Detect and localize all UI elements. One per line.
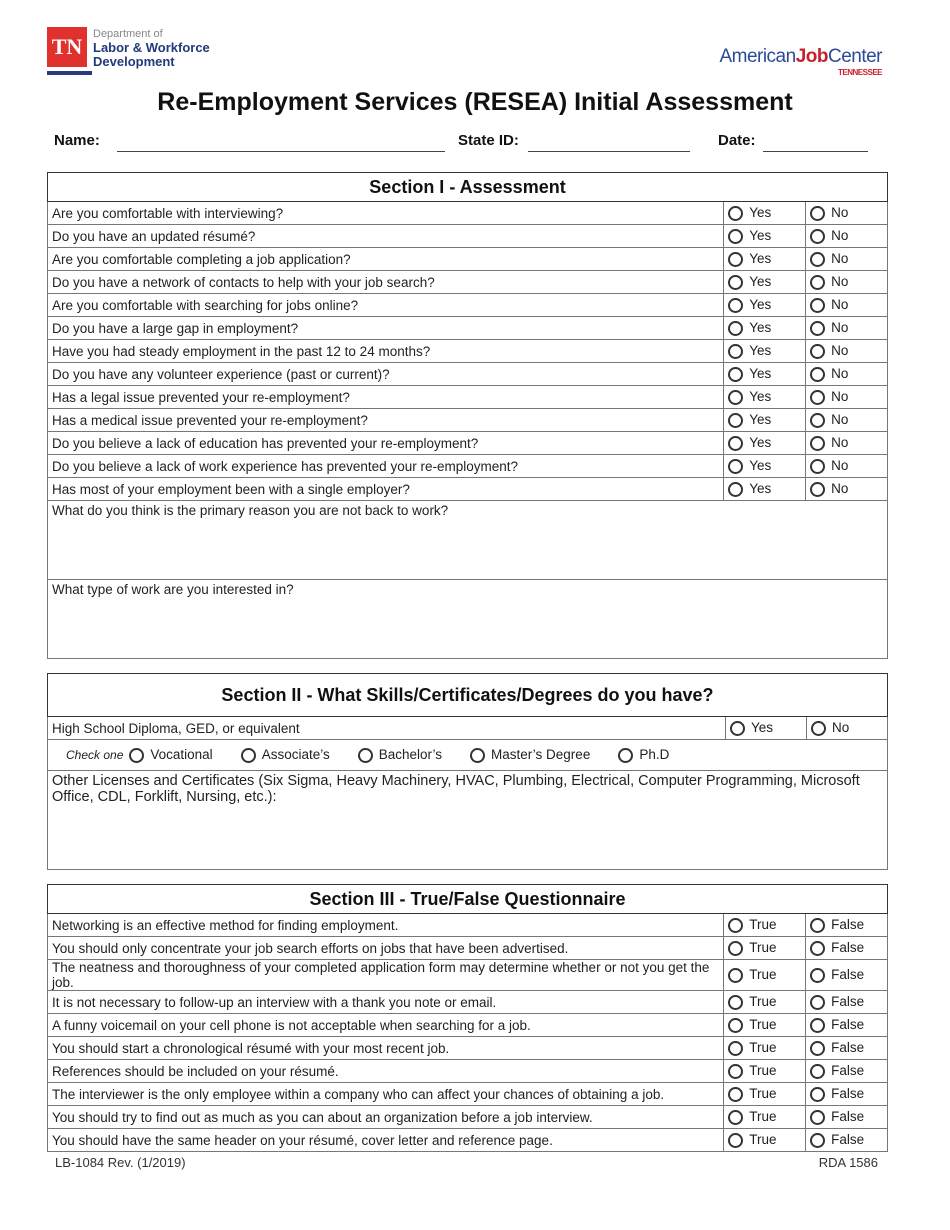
yes-option[interactable]: Yes xyxy=(724,363,806,386)
true-option[interactable]: True xyxy=(724,1083,806,1106)
radio-icon[interactable] xyxy=(810,482,825,497)
radio-icon[interactable] xyxy=(810,367,825,382)
radio-icon[interactable] xyxy=(728,1041,743,1056)
open-question[interactable]: What do you think is the primary reason you are not back to work? xyxy=(48,501,888,580)
statement-text: The neatness and thoroughness of your completed application form may determine whether or not you get the job. xyxy=(48,960,724,991)
table-row xyxy=(48,1083,888,1106)
degree-option[interactable]: Vocational xyxy=(129,747,212,762)
open-question-row xyxy=(48,580,888,659)
statement-text: You should only concentrate your job search efforts on jobs that have been advertised. xyxy=(48,937,724,960)
true-option[interactable]: True xyxy=(724,1037,806,1060)
question-text: Are you comfortable with interviewing? xyxy=(48,202,724,225)
true-option[interactable]: True xyxy=(724,1060,806,1083)
true-option[interactable]: True xyxy=(724,914,806,937)
radio-icon[interactable] xyxy=(810,1064,825,1079)
statement-text: It is not necessary to follow-up an interview with a thank you note or email. xyxy=(48,991,724,1014)
radio-icon[interactable] xyxy=(728,229,743,244)
statement-text: The interviewer is the only employee within a company who can affect your chances of obtaining a job. xyxy=(48,1083,724,1106)
radio-icon[interactable] xyxy=(810,390,825,405)
false-option[interactable]: False xyxy=(806,1037,888,1060)
degree-option[interactable]: Bachelor’s xyxy=(358,747,442,762)
yes-option[interactable]: Yes xyxy=(724,340,806,363)
no-option[interactable]: No xyxy=(806,340,888,363)
statement-text: You should try to find out as much as you can about an organization before a job interview. xyxy=(48,1106,724,1129)
radio-icon[interactable] xyxy=(728,459,743,474)
tn-dept-logo xyxy=(47,27,210,69)
true-option[interactable]: True xyxy=(724,1014,806,1037)
yes-option[interactable]: Yes xyxy=(724,248,806,271)
section1-title: Section I - Assessment xyxy=(48,173,888,202)
table-row xyxy=(48,432,888,455)
statement-text: Networking is an effective method for finding employment. xyxy=(48,914,724,937)
radio-icon[interactable] xyxy=(728,1110,743,1125)
radio-icon[interactable] xyxy=(810,918,825,933)
form-number: LB-1084 Rev. (1/2019) xyxy=(55,1155,186,1170)
yes-option[interactable]: Yes xyxy=(724,225,806,248)
hs-yes-option[interactable]: Yes xyxy=(726,717,807,740)
yes-option[interactable]: Yes xyxy=(724,432,806,455)
question-text: Do you have a large gap in employment? xyxy=(48,317,724,340)
name-field[interactable] xyxy=(117,151,445,152)
question-text: Have you had steady employment in the past 12 to 24 months? xyxy=(48,340,724,363)
yes-option[interactable]: Yes xyxy=(724,202,806,225)
table-row xyxy=(48,202,888,225)
radio-icon[interactable] xyxy=(728,918,743,933)
no-option[interactable]: No xyxy=(806,202,888,225)
true-option[interactable]: True xyxy=(724,937,806,960)
yes-option[interactable]: Yes xyxy=(724,294,806,317)
degree-option[interactable]: Associate’s xyxy=(241,747,330,762)
table-row xyxy=(48,271,888,294)
radio-icon[interactable] xyxy=(728,298,743,313)
question-text: Do you have an updated résumé? xyxy=(48,225,724,248)
radio-icon[interactable] xyxy=(730,721,745,736)
false-option[interactable]: False xyxy=(806,1129,888,1152)
question-text: Has most of your employment been with a single employer? xyxy=(48,478,724,501)
radio-icon[interactable] xyxy=(810,1018,825,1033)
table-row xyxy=(48,455,888,478)
open-question-row xyxy=(48,501,888,580)
radio-icon[interactable] xyxy=(728,413,743,428)
question-text: Are you comfortable completing a job application? xyxy=(48,248,724,271)
no-option[interactable]: No xyxy=(806,294,888,317)
yes-option[interactable]: Yes xyxy=(724,271,806,294)
section1-table xyxy=(47,172,888,659)
table-row xyxy=(48,317,888,340)
rda-number: RDA 1586 xyxy=(818,1155,878,1170)
radio-icon[interactable] xyxy=(810,995,825,1010)
section2-title: Section II - What Skills/Certificates/Degrees do you have? xyxy=(48,674,888,717)
statement-text: References should be included on your résumé. xyxy=(48,1060,724,1083)
table-row xyxy=(48,1129,888,1152)
degree-option[interactable]: Master’s Degree xyxy=(470,747,590,762)
false-option[interactable]: False xyxy=(806,960,888,991)
radio-icon[interactable] xyxy=(728,206,743,221)
radio-icon[interactable] xyxy=(728,482,743,497)
no-option[interactable]: No xyxy=(806,409,888,432)
american-job-center-logo: AmericanJobCenter TENNESSEE xyxy=(719,46,882,77)
radio-icon[interactable] xyxy=(810,459,825,474)
radio-icon[interactable] xyxy=(728,1087,743,1102)
other-licenses-field[interactable]: Other Licenses and Certificates (Six Sigma, Heavy Machinery, HVAC, Plumbing, Electrical, Computer Programming, Microsoft Office, CDL, Forklift, Nursing, etc.): xyxy=(48,771,888,870)
section3-table xyxy=(47,884,888,1152)
table-row xyxy=(48,1037,888,1060)
false-option[interactable]: False xyxy=(806,1014,888,1037)
question-text: Are you comfortable with searching for jobs online? xyxy=(48,294,724,317)
page-title: Re-Employment Services (RESEA) Initial Assessment xyxy=(157,88,793,116)
tn-mark: TN xyxy=(47,27,87,67)
radio-icon[interactable] xyxy=(728,941,743,956)
radio-icon[interactable] xyxy=(810,252,825,267)
logo-line: Labor & Workforce xyxy=(93,40,210,55)
hs-diploma-label: High School Diploma, GED, or equivalent xyxy=(48,717,726,740)
radio-icon[interactable] xyxy=(728,968,743,983)
table-row xyxy=(48,1014,888,1037)
false-option[interactable]: False xyxy=(806,1083,888,1106)
radio-icon[interactable] xyxy=(810,436,825,451)
table-row xyxy=(48,340,888,363)
radio-icon[interactable] xyxy=(810,229,825,244)
section3-title: Section III - True/False Questionnaire xyxy=(48,885,888,914)
radio-icon[interactable] xyxy=(810,413,825,428)
radio-icon[interactable] xyxy=(810,298,825,313)
no-option[interactable]: No xyxy=(806,478,888,501)
degree-option[interactable]: Ph.D xyxy=(618,747,669,762)
table-row xyxy=(48,386,888,409)
table-row xyxy=(48,409,888,432)
radio-icon[interactable] xyxy=(810,275,825,290)
radio-icon[interactable] xyxy=(728,275,743,290)
yes-option[interactable]: Yes xyxy=(724,455,806,478)
radio-icon[interactable] xyxy=(728,1133,743,1148)
date-field[interactable] xyxy=(763,151,868,152)
no-option[interactable]: No xyxy=(806,248,888,271)
table-row xyxy=(48,478,888,501)
statement-text: A funny voicemail on your cell phone is not acceptable when searching for a job. xyxy=(48,1014,724,1037)
open-question[interactable]: What type of work are you interested in? xyxy=(48,580,888,659)
table-row xyxy=(48,294,888,317)
radio-icon[interactable] xyxy=(810,941,825,956)
no-option[interactable]: No xyxy=(806,363,888,386)
table-row xyxy=(48,1060,888,1083)
radio-icon[interactable] xyxy=(810,206,825,221)
radio-icon[interactable] xyxy=(810,321,825,336)
false-option[interactable]: False xyxy=(806,1060,888,1083)
section2-table xyxy=(47,673,888,870)
radio-icon[interactable] xyxy=(810,344,825,359)
true-option[interactable]: True xyxy=(724,1129,806,1152)
no-option[interactable]: No xyxy=(806,271,888,294)
logo-line: Department of xyxy=(93,28,163,40)
radio-icon[interactable] xyxy=(810,1110,825,1125)
false-option[interactable]: False xyxy=(806,937,888,960)
true-option[interactable]: True xyxy=(724,1106,806,1129)
no-option[interactable]: No xyxy=(806,386,888,409)
false-option[interactable]: False xyxy=(806,991,888,1014)
hs-no-option[interactable]: No xyxy=(807,717,888,740)
table-row xyxy=(48,960,888,991)
radio-icon[interactable] xyxy=(728,344,743,359)
check-one-label: Check one xyxy=(66,748,124,763)
yes-option[interactable]: Yes xyxy=(724,478,806,501)
radio-icon[interactable] xyxy=(810,1041,825,1056)
date-label: Date: xyxy=(718,132,756,149)
radio-icon[interactable] xyxy=(728,367,743,382)
no-option[interactable]: No xyxy=(806,225,888,248)
false-option[interactable]: False xyxy=(806,914,888,937)
state-id-label: State ID: xyxy=(458,132,519,149)
radio-icon[interactable] xyxy=(810,968,825,983)
radio-icon[interactable] xyxy=(728,390,743,405)
radio-icon[interactable] xyxy=(810,1087,825,1102)
radio-icon[interactable] xyxy=(811,721,826,736)
radio-icon[interactable] xyxy=(728,995,743,1010)
statement-text: You should start a chronological résumé with your most recent job. xyxy=(48,1037,724,1060)
statement-text: You should have the same header on your résumé, cover letter and reference page. xyxy=(48,1129,724,1152)
question-text: Has a medical issue prevented your re-employment? xyxy=(48,409,724,432)
table-row xyxy=(48,914,888,937)
radio-icon[interactable] xyxy=(810,1133,825,1148)
true-option[interactable]: True xyxy=(724,960,806,991)
radio-icon[interactable] xyxy=(728,436,743,451)
logo-line: Development xyxy=(93,54,175,69)
yes-option[interactable]: Yes xyxy=(724,386,806,409)
radio-icon[interactable] xyxy=(728,1018,743,1033)
question-text: Has a legal issue prevented your re-employment? xyxy=(48,386,724,409)
no-option[interactable]: No xyxy=(806,455,888,478)
table-row xyxy=(48,1106,888,1129)
no-option[interactable]: No xyxy=(806,432,888,455)
radio-icon[interactable] xyxy=(728,1064,743,1079)
radio-icon[interactable] xyxy=(728,252,743,267)
question-text: Do you believe a lack of work experience has prevented your re-employment? xyxy=(48,455,724,478)
table-row xyxy=(48,937,888,960)
true-option[interactable]: True xyxy=(724,991,806,1014)
name-label: Name: xyxy=(54,132,100,149)
state-id-field[interactable] xyxy=(528,151,690,152)
question-text: Do you have a network of contacts to help with your job search? xyxy=(48,271,724,294)
question-text: Do you believe a lack of education has prevented your re-employment? xyxy=(48,432,724,455)
question-text: Do you have any volunteer experience (past or current)? xyxy=(48,363,724,386)
false-option[interactable]: False xyxy=(806,1106,888,1129)
table-row xyxy=(48,363,888,386)
yes-option[interactable]: Yes xyxy=(724,317,806,340)
no-option[interactable]: No xyxy=(806,317,888,340)
table-row xyxy=(48,991,888,1014)
radio-icon[interactable] xyxy=(728,321,743,336)
table-row xyxy=(48,248,888,271)
yes-option[interactable]: Yes xyxy=(724,409,806,432)
table-row xyxy=(48,225,888,248)
